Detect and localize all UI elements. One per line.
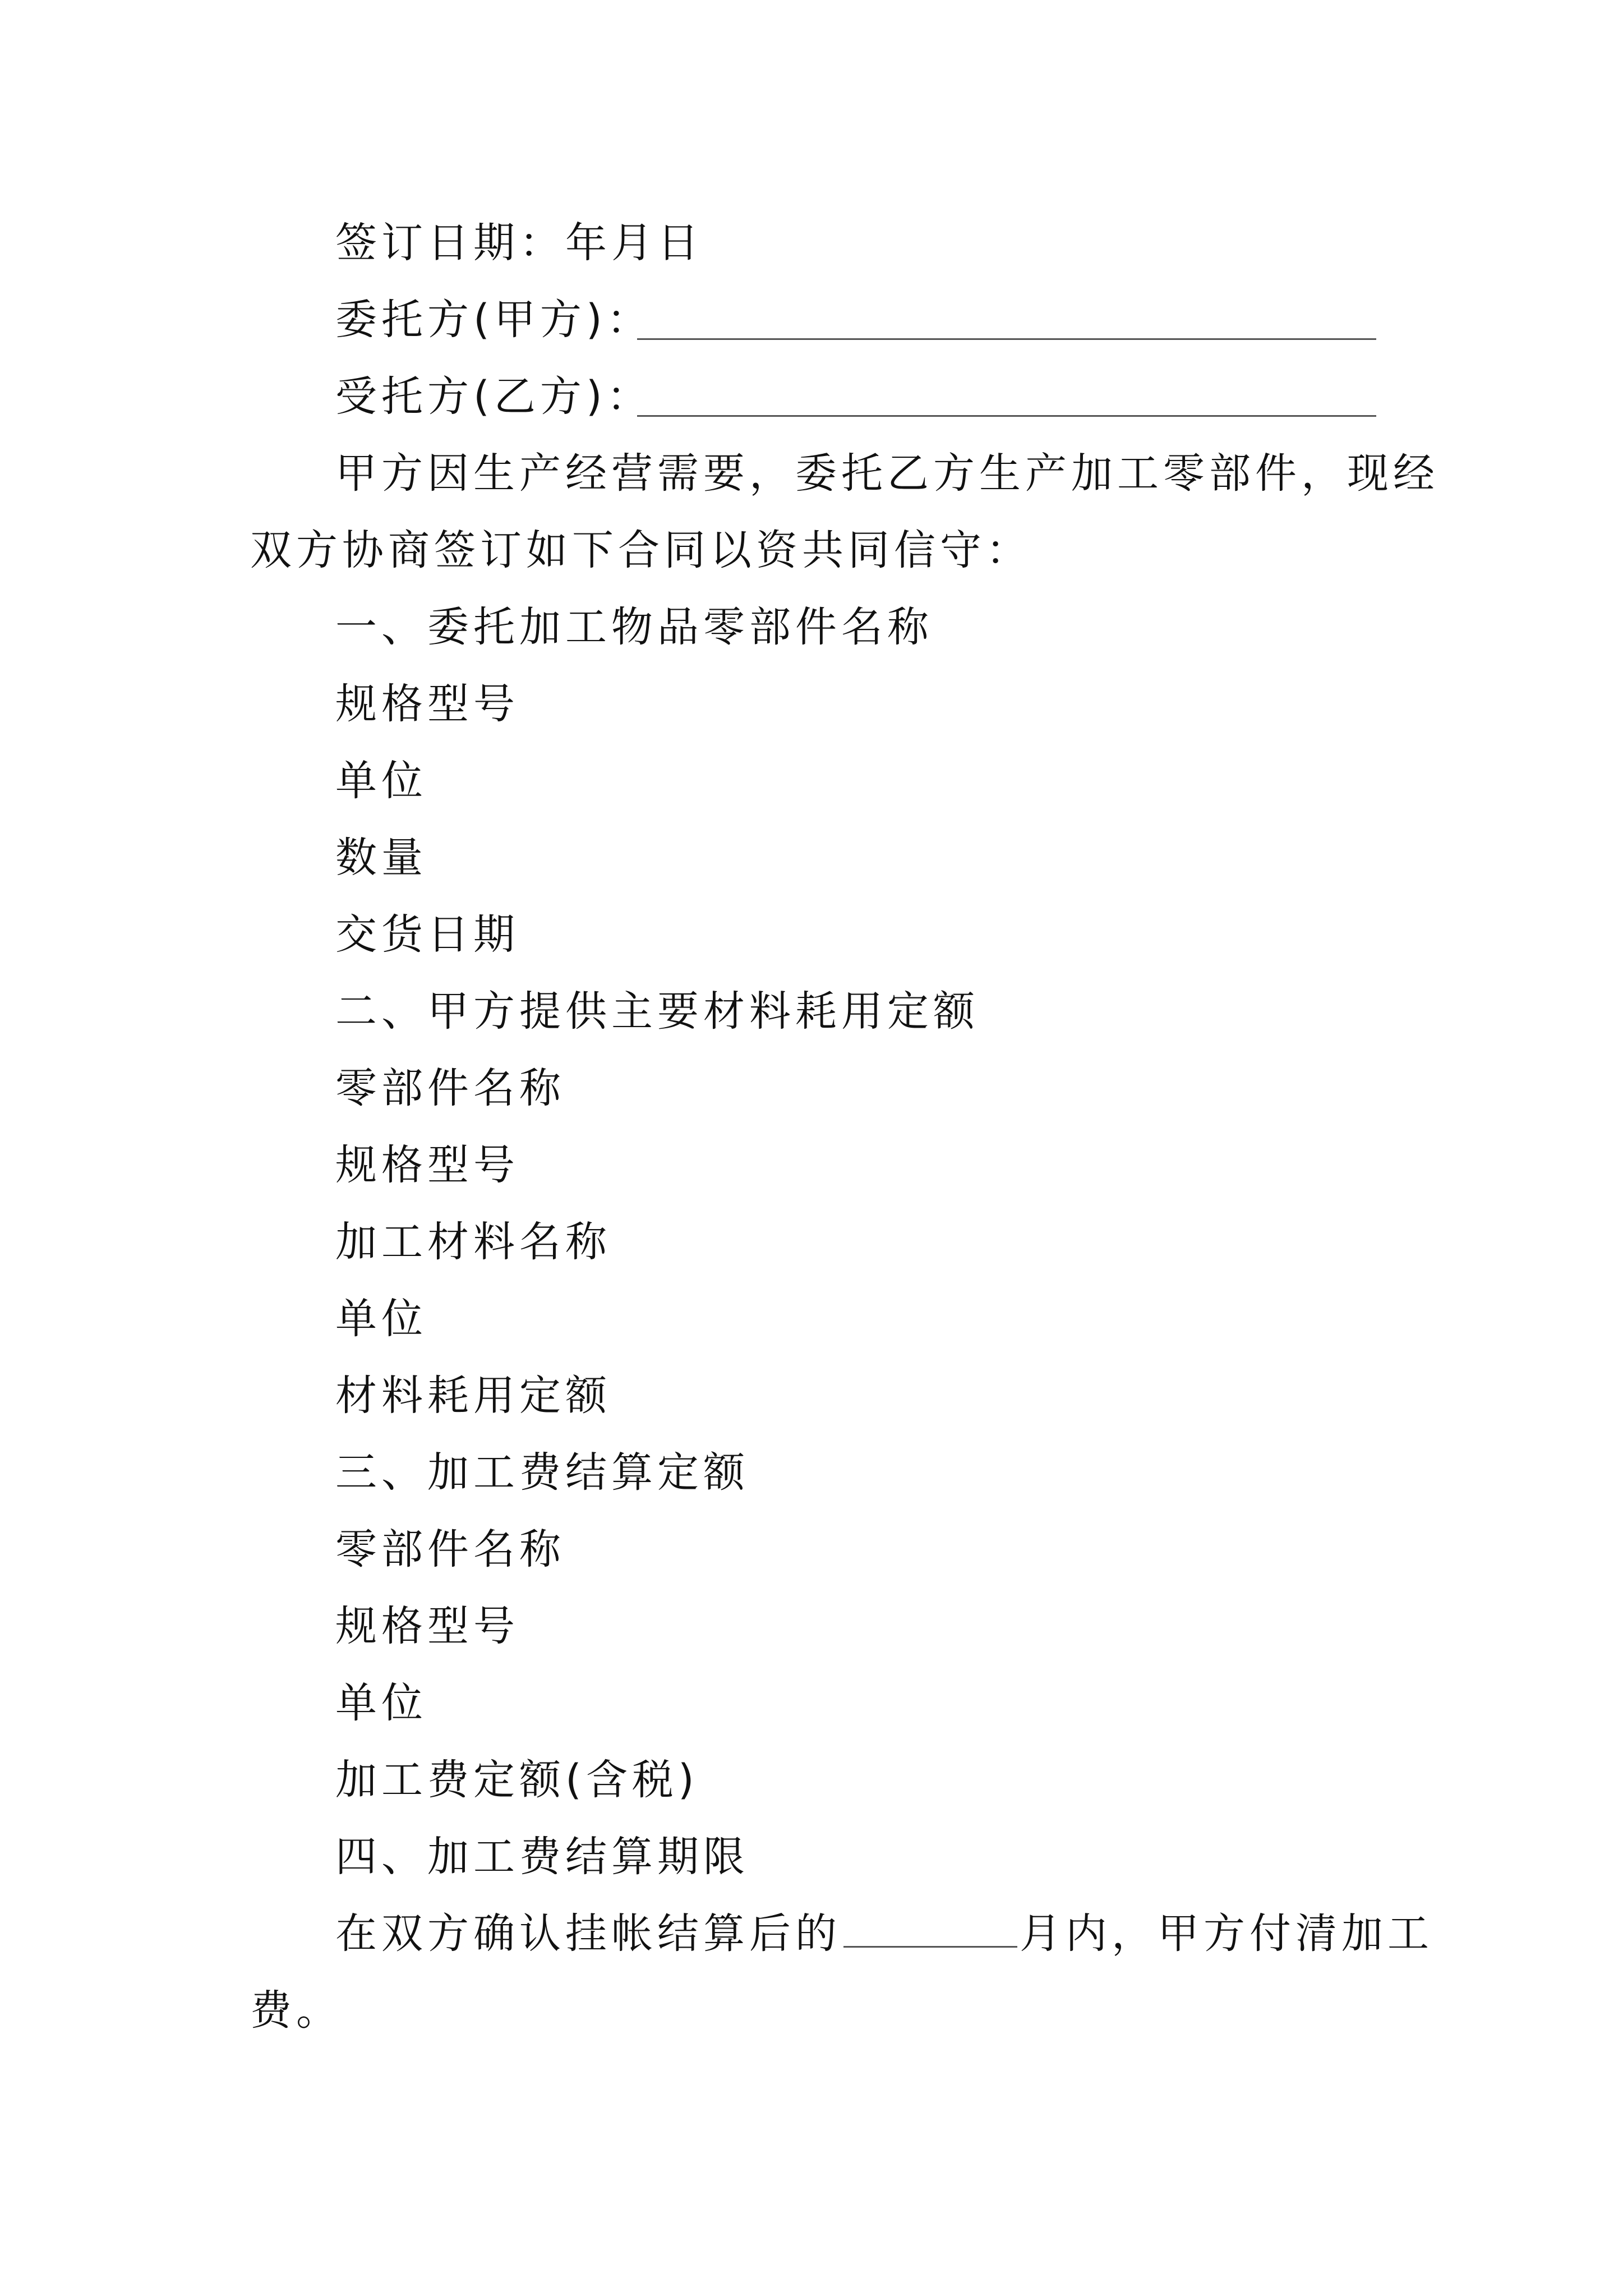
section3-item: 零部件名称 <box>335 1525 565 1573</box>
section3-title: 三、加工费结算定额 <box>335 1448 749 1497</box>
section1-title: 一、委托加工物品零部件名称 <box>335 603 933 651</box>
party-b-blank[interactable] <box>637 415 1376 417</box>
section3-item: 规格型号 <box>335 1602 519 1650</box>
section1-item: 数量 <box>335 834 427 882</box>
section2-item: 加工材料名称 <box>335 1218 611 1266</box>
party-a-label: 委托方(甲方)： <box>335 296 653 344</box>
section1-item: 单位 <box>335 757 427 805</box>
party-a-blank[interactable] <box>637 338 1376 340</box>
section1-item: 交货日期 <box>335 910 519 959</box>
section2-item: 零部件名称 <box>335 1064 565 1112</box>
payment-months-blank[interactable] <box>843 1906 1017 1948</box>
sign-date: 签订日期：年月日 <box>335 219 703 267</box>
section1-item: 规格型号 <box>335 680 519 728</box>
intro-line-1: 甲方因生产经营需要，委托乙方生产加工零部件，现经 <box>335 449 1439 498</box>
payment-term-continued: 费。 <box>250 1986 342 2035</box>
payment-term-text-after: 月内，甲方付清加工 <box>1020 1910 1433 1958</box>
section2-item: 材料耗用定额 <box>335 1372 611 1420</box>
section2-item: 规格型号 <box>335 1141 519 1189</box>
section2-item: 单位 <box>335 1295 427 1343</box>
payment-term-line <box>335 1906 1433 1962</box>
section3-item: 加工费定额(含税) <box>335 1756 699 1804</box>
section4-title: 四、加工费结算期限 <box>335 1833 749 1881</box>
section2-title: 二、甲方提供主要材料耗用定额 <box>335 987 979 1036</box>
section3-item: 单位 <box>335 1679 427 1727</box>
payment-term-text-before: 在双方确认挂帐结算后的 <box>335 1910 841 1958</box>
intro-line-2: 双方协商签订如下合同以资共同信守： <box>250 526 1032 574</box>
party-b-label: 受托方(乙方)： <box>335 372 653 421</box>
